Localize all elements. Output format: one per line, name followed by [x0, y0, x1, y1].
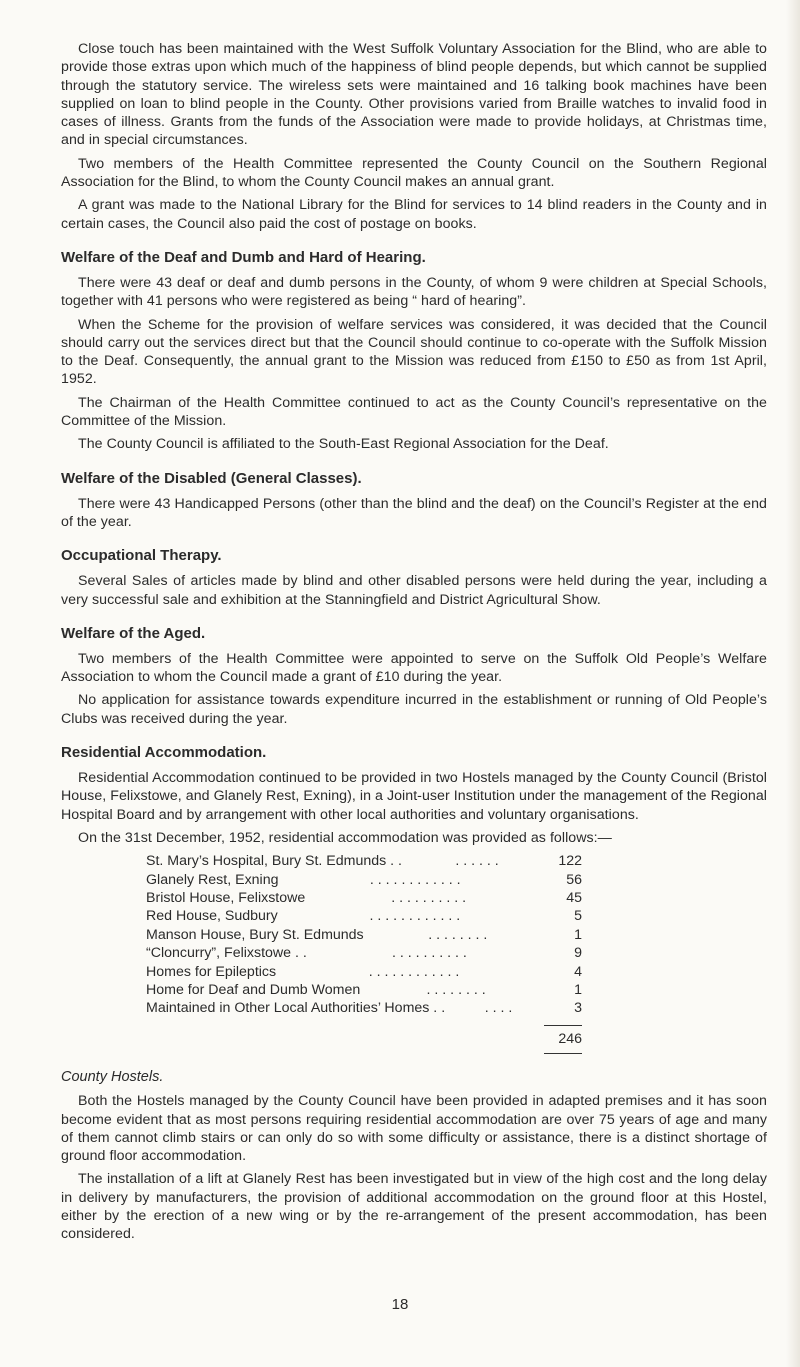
page-number: 18: [391, 1296, 409, 1313]
section-heading: Welfare of the Disabled (General Classes).: [61, 469, 362, 487]
row-label: Glanely Rest, Exning: [146, 871, 279, 888]
paragraph: The Chairman of the Health Committee continued to act as the County Council’s representative on the Committee of the Mission.: [61, 394, 767, 430]
accommodation-table: [146, 852, 582, 1054]
residential-accommodation-section: [61, 743, 767, 1054]
paragraph: A grant was made to the National Library for the Blind for services to 14 blind readers in the County and in certain cases, the Council also paid the cost of postage on books.: [61, 197, 767, 232]
row-label: Home for Deaf and Dumb Women: [146, 982, 361, 999]
row-value: 5: [574, 908, 582, 925]
row-value: 1: [574, 982, 582, 999]
paragraph: When the Scheme for the provision of welfare services was considered, it was decided that the Council should carry out the services direct but that the Council should continue to co-operate with the Suffolk Mission to the Deaf. Consequently, the annual grant to the Mission was reduced from £150 to £50 as from 1st April, 1952.: [61, 316, 767, 388]
paragraph: No application for assistance towards expenditure incurred in the establishment or running of Old People’s Clubs was received during the year.: [61, 692, 767, 727]
table-row: [146, 999, 582, 1017]
row-label: St. Mary’s Hospital, Bury St. Edmunds . .: [146, 853, 402, 870]
paragraph: There were 43 deaf or deaf and dumb persons in the County, of whom 9 were children at Special Schools, together with 41 persons who were registered as being “ hard of hearing”.: [61, 274, 767, 310]
paragraph: On the 31st December, 1952, residential accommodation was provided as follows:—: [78, 829, 612, 846]
paragraph: Several Sales of articles made by blind and other disabled persons were held during the year, including a very successful sale and exhibition at the Stanningfield and District Agricultural Show.: [61, 573, 767, 608]
paragraph: The installation of a lift at Glanely Rest has been investigated but in view of the high cost and the long delay in delivery by manufacturers, the provision of additional accommodation on the ground floor at this Hostel, either by the erection of a new wing or by the re-arrangement of the present accommodation, has been considered.: [61, 1171, 767, 1243]
row-label: Red House, Sudbury: [146, 908, 278, 925]
paragraph: Two members of the Health Committee represented the County Council on the Southern Regional Association for the Blind, to whom the County Council makes an annual grant.: [61, 155, 767, 191]
disabled-welfare-section: [61, 469, 767, 532]
table-row: [146, 926, 582, 944]
table-row: [146, 852, 582, 870]
table-row: [146, 871, 582, 889]
row-value: 4: [574, 963, 582, 980]
section-heading: Welfare of the Deaf and Dumb and Hard of Hearing.: [61, 248, 426, 266]
row-leader-dots: . . . . . . . . . . . .: [369, 908, 461, 925]
row-leader-dots: . . . . . . . . . .: [391, 890, 467, 907]
table-row: [146, 963, 582, 981]
table-row: [146, 981, 582, 999]
section-heading: Occupational Therapy.: [61, 547, 222, 565]
row-leader-dots: . . . . . . . . . . . .: [369, 871, 461, 888]
row-value: 9: [574, 945, 582, 962]
paragraph: Both the Hostels managed by the County Council have been provided in adapted premises and it has soon become evident that as most persons requiring residential accommodation are over 75 years of age and many of them cannot climb stairs or can only do so with some difficulty or assistance, there is a distinct shortage of ground floor accommodation.: [61, 1093, 767, 1165]
occupational-therapy-section: [61, 546, 767, 609]
table-total-row: [146, 1030, 582, 1048]
row-leader-dots: . . . . . . . .: [426, 982, 486, 999]
row-leader-dots: . . . . . .: [455, 853, 499, 870]
row-value: 45: [566, 890, 582, 907]
row-leader-dots: . . . .: [484, 1000, 513, 1017]
row-label: “Cloncurry”, Felixstowe . .: [146, 945, 307, 962]
row-label: Maintained in Other Local Authorities’ Homes . .: [146, 1000, 446, 1017]
row-value: 56: [566, 871, 582, 888]
table-row: [146, 907, 582, 925]
row-value: 122: [558, 853, 582, 870]
row-value: 3: [574, 1000, 582, 1017]
row-value: 1: [574, 926, 582, 943]
page-edge-shadow: [786, 0, 800, 1367]
row-label: Bristol House, Felixstowe: [146, 890, 306, 907]
row-label: Homes for Epileptics: [146, 963, 277, 980]
section-subheading: County Hostels.: [61, 1069, 164, 1086]
row-leader-dots: . . . . . . . . . .: [391, 945, 467, 962]
paragraph: Close touch has been maintained with the West Suffolk Voluntary Association for the Blind, who are able to provide those extras upon which much of the happiness of blind people depends, but which cannot be supplied through the statutory service. The wireless sets were maintained and 16 talking book machines have been supplied on loan to blind people in the County. Other provisions varied from Braille watches to invalid food in cases of illness. Grants from the funds of the Association were made to provide holidays, at Christmas time, and in special circumstances.: [61, 41, 767, 149]
paragraph: Two members of the Health Committee were appointed to serve on the Suffolk Old People’s Welfare Association to whom the Council made a grant of £10 during the year.: [61, 650, 767, 686]
row-label: Manson House, Bury St. Edmunds: [146, 926, 364, 943]
section-heading: Residential Accommodation.: [61, 744, 267, 762]
section-heading: Welfare of the Aged.: [61, 624, 206, 642]
county-hostels-section: [61, 1067, 767, 1243]
paragraph: Residential Accommodation continued to be provided in two Hostels managed by the County Council (Bristol House, Felixstowe, and Glanely Rest, Exning), in a Joint-user Institution under the management of the Regional Hospital Board and by arrangement with other local authorities and voluntary organisations.: [61, 770, 767, 823]
total-rule-top: [544, 1025, 582, 1026]
total-value: 246: [558, 1030, 582, 1047]
row-leader-dots: . . . . . . . .: [428, 926, 488, 943]
table-row: [146, 944, 582, 962]
paragraph: The County Council is affiliated to the South-East Regional Association for the Deaf.: [78, 436, 609, 453]
total-rule-bottom: [544, 1053, 582, 1054]
table-row: [146, 889, 582, 907]
deaf-welfare-section: [61, 248, 767, 454]
blind-welfare-section: [61, 40, 767, 233]
paragraph: There were 43 Handicapped Persons (other than the blind and the deaf) on the Council’s Register at the end of the year.: [61, 495, 767, 530]
aged-welfare-section: [61, 624, 767, 728]
row-leader-dots: . . . . . . . . . . . .: [368, 963, 460, 980]
page-content: [61, 40, 767, 1249]
